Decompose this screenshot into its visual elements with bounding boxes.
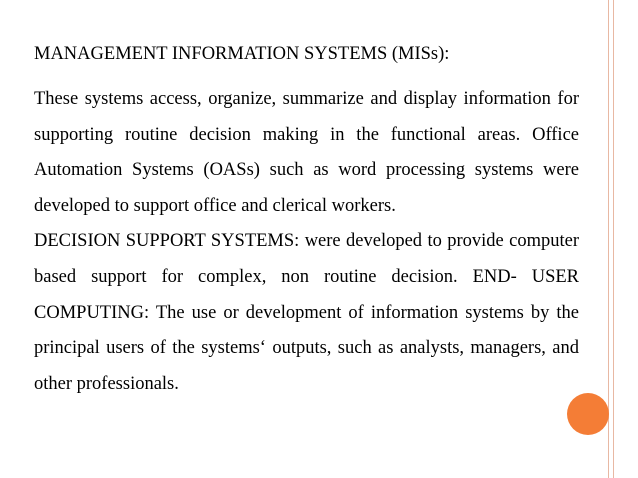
slide-content xyxy=(34,36,579,402)
paragraph-dss-euc: DECISION SUPPORT SYSTEMS: were developed to provide computer based support for complex, non routine decision. END- USER COMPUTING: The use or development of information systems by the principal users of the systems‘ outputs, such as analysts, managers, and other professionals. xyxy=(34,231,579,394)
right-border-line-inner xyxy=(613,0,614,478)
right-border-line-outer xyxy=(608,0,609,478)
slide-heading: MANAGEMENT INFORMATION SYSTEMS (MISs): xyxy=(34,44,450,64)
paragraph-mis: These systems access, organize, summarize and display information for supporting routine decision making in the functional areas. Office Automation Systems (OASs) such as word processing systems were developed to support office and clerical workers. xyxy=(34,89,579,216)
